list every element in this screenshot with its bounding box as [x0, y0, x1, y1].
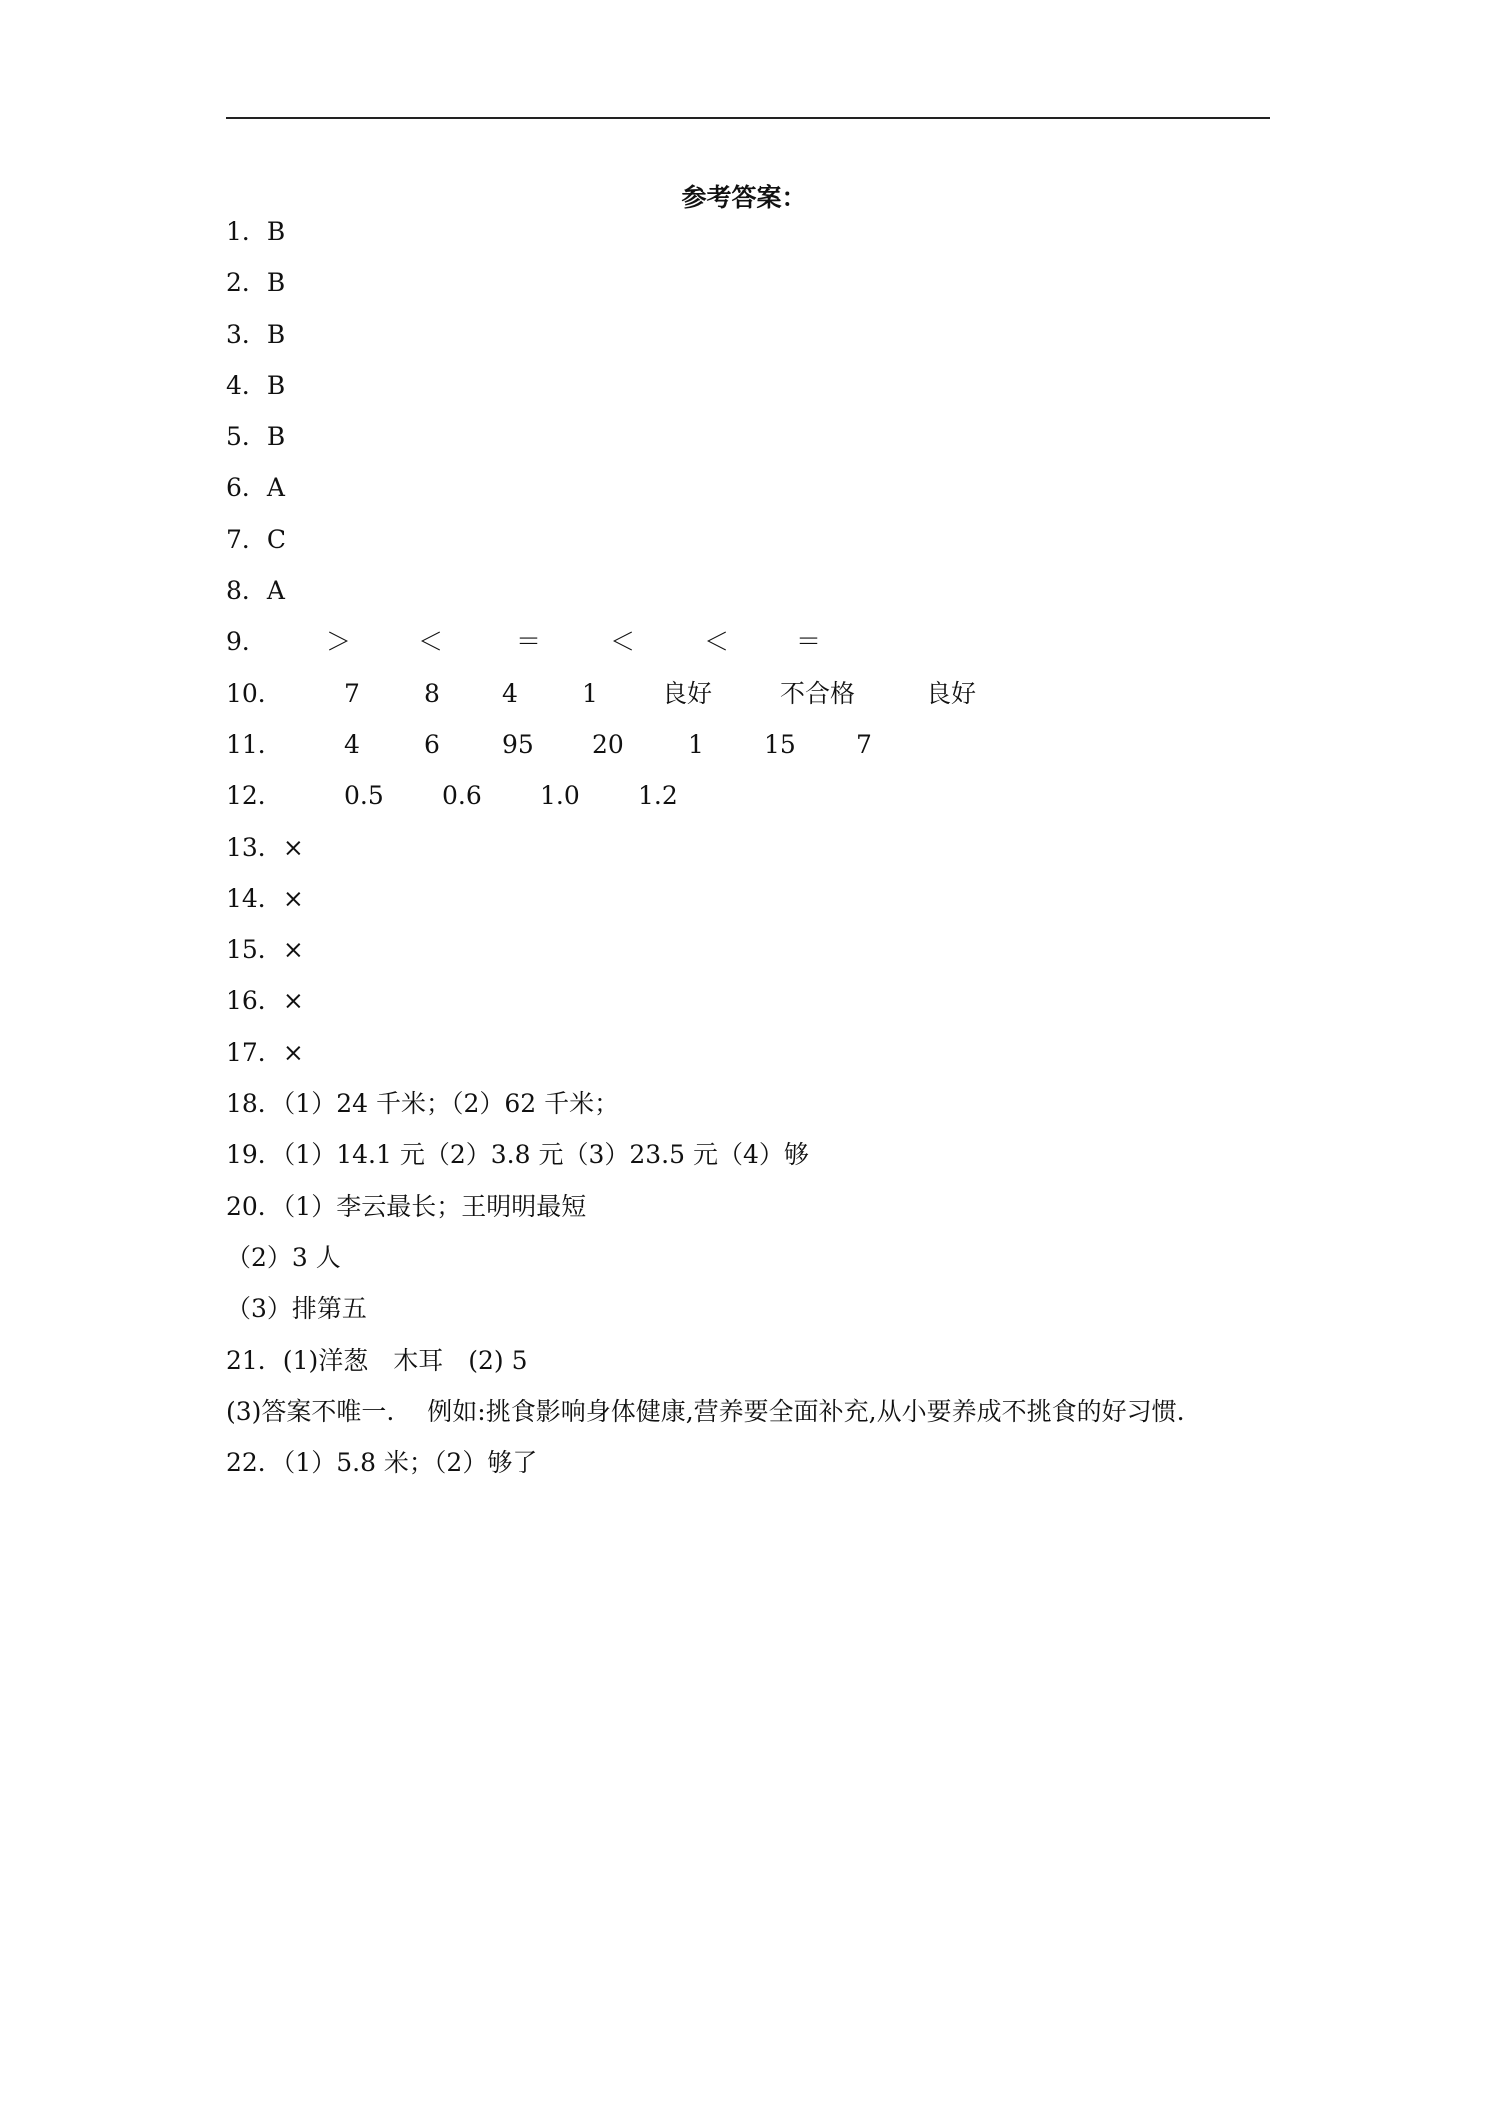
- question-number: 3．: [226, 319, 267, 349]
- answer-text: （3）排第五: [226, 1294, 367, 1324]
- blank-answer: ＜: [610, 627, 636, 657]
- blank-answer: 1: [688, 729, 704, 759]
- blank-answer: 良好: [662, 678, 713, 708]
- answer-line-19: [226, 1138, 1286, 1189]
- answer-line-14: [226, 882, 1286, 933]
- question-number: 1．: [226, 217, 267, 246]
- blank-answer: ＜: [704, 627, 730, 657]
- blank-answer: 4: [344, 729, 360, 759]
- answer-line-22: [226, 1446, 1286, 1497]
- question-number: 2．: [226, 268, 267, 298]
- question-number: 7．: [226, 524, 267, 554]
- blank-answer: 1.0: [540, 781, 580, 811]
- answer-line-9: [226, 625, 1286, 676]
- answer-line-5: [226, 420, 1286, 471]
- question-number: 9．: [226, 627, 267, 657]
- answer-text: B: [266, 370, 286, 400]
- answer-line-6: [226, 471, 1286, 522]
- question-number: 4．: [226, 370, 267, 400]
- blank-answer: 7: [344, 678, 360, 708]
- answer-line-16: [226, 984, 1286, 1035]
- answer-text: A: [266, 473, 285, 503]
- answer-text: B: [266, 422, 286, 452]
- answer-text: ×: [282, 1037, 304, 1067]
- header-rule: [226, 117, 1270, 119]
- blank-answer: 6: [424, 729, 440, 759]
- answer-text: 18．（1）24 千米；（2）62 千米；: [226, 1089, 620, 1119]
- answer-line-11: [226, 728, 1286, 779]
- question-number: 16．: [226, 986, 283, 1016]
- answer-line-17: [226, 1036, 1286, 1087]
- blank-answer: 不合格: [780, 678, 856, 708]
- blank-answer: ＜: [418, 627, 444, 657]
- question-number: 6．: [226, 473, 267, 503]
- question-number: 12．: [226, 781, 283, 811]
- answer-line-15: [226, 933, 1286, 984]
- question-number: 17．: [226, 1037, 283, 1067]
- answer-line-20-part2: [226, 1241, 1286, 1292]
- answer-list: [226, 215, 1286, 1497]
- answer-text: B: [266, 319, 286, 349]
- blank-answer: 1.2: [638, 781, 678, 811]
- answer-text: 22．（1）5.8 米；（2）够了: [226, 1448, 538, 1478]
- answer-text: 20．（1）李云最长；王明明最短: [226, 1191, 587, 1221]
- blank-answer: 0.6: [442, 781, 482, 811]
- answer-line-21: [226, 1344, 1286, 1395]
- blank-answer: 良好: [926, 678, 977, 708]
- question-number: 5．: [226, 422, 267, 452]
- answer-line-20: [226, 1190, 1286, 1241]
- blank-answer: 20: [592, 729, 624, 759]
- question-number: 11．: [226, 729, 283, 759]
- answer-text: ×: [282, 986, 304, 1016]
- question-number: 14．: [226, 883, 283, 913]
- question-number: 13．: [226, 832, 283, 862]
- answer-line-8: [226, 574, 1286, 625]
- answer-text: （2）3 人: [226, 1242, 341, 1272]
- answer-line-7: [226, 523, 1286, 574]
- blank-answer: ＝: [516, 627, 542, 657]
- answer-text: 21．(1)洋葱 木耳 (2) 5: [226, 1345, 528, 1375]
- answer-line-2: [226, 266, 1286, 317]
- answer-text: (3)答案不唯一. 例如:挑食影响身体健康,营养要全面补充,从小要养成不挑食的好习惯.: [226, 1396, 1185, 1426]
- answer-line-21-part3: [226, 1395, 1286, 1446]
- answer-text: B: [266, 217, 286, 246]
- question-number: 15．: [226, 935, 283, 965]
- answer-line-3: [226, 318, 1286, 369]
- blank-answer: 95: [502, 729, 534, 759]
- blank-answer: 0.5: [344, 781, 384, 811]
- blank-answer: 8: [424, 678, 440, 708]
- answer-line-1: [226, 215, 1286, 266]
- question-number: 8．: [226, 576, 267, 606]
- answer-line-4: [226, 369, 1286, 420]
- blank-answer: 7: [856, 729, 872, 759]
- answer-text: ×: [282, 935, 304, 965]
- blank-answer: ＝: [796, 627, 822, 657]
- blank-answer: 15: [764, 729, 796, 759]
- answer-line-20-part3: [226, 1292, 1286, 1343]
- question-number: 10．: [226, 678, 283, 708]
- blank-answer: 4: [502, 678, 518, 708]
- answer-text: B: [266, 268, 286, 298]
- answer-line-13: [226, 831, 1286, 882]
- answer-line-12: [226, 779, 1286, 830]
- answer-line-18: [226, 1087, 1286, 1138]
- answer-text: 19．（1）14.1 元（2）3.8 元（3）23.5 元（4）够: [226, 1140, 809, 1170]
- answer-text: ×: [282, 883, 304, 913]
- page-title: 参考答案：: [681, 183, 807, 212]
- answer-text: A: [266, 576, 285, 606]
- answer-line-10: [226, 677, 1286, 728]
- answer-text: ×: [282, 832, 304, 862]
- answer-text: C: [266, 524, 287, 554]
- blank-answer: ＞: [326, 627, 352, 657]
- blank-answer: 1: [582, 678, 598, 708]
